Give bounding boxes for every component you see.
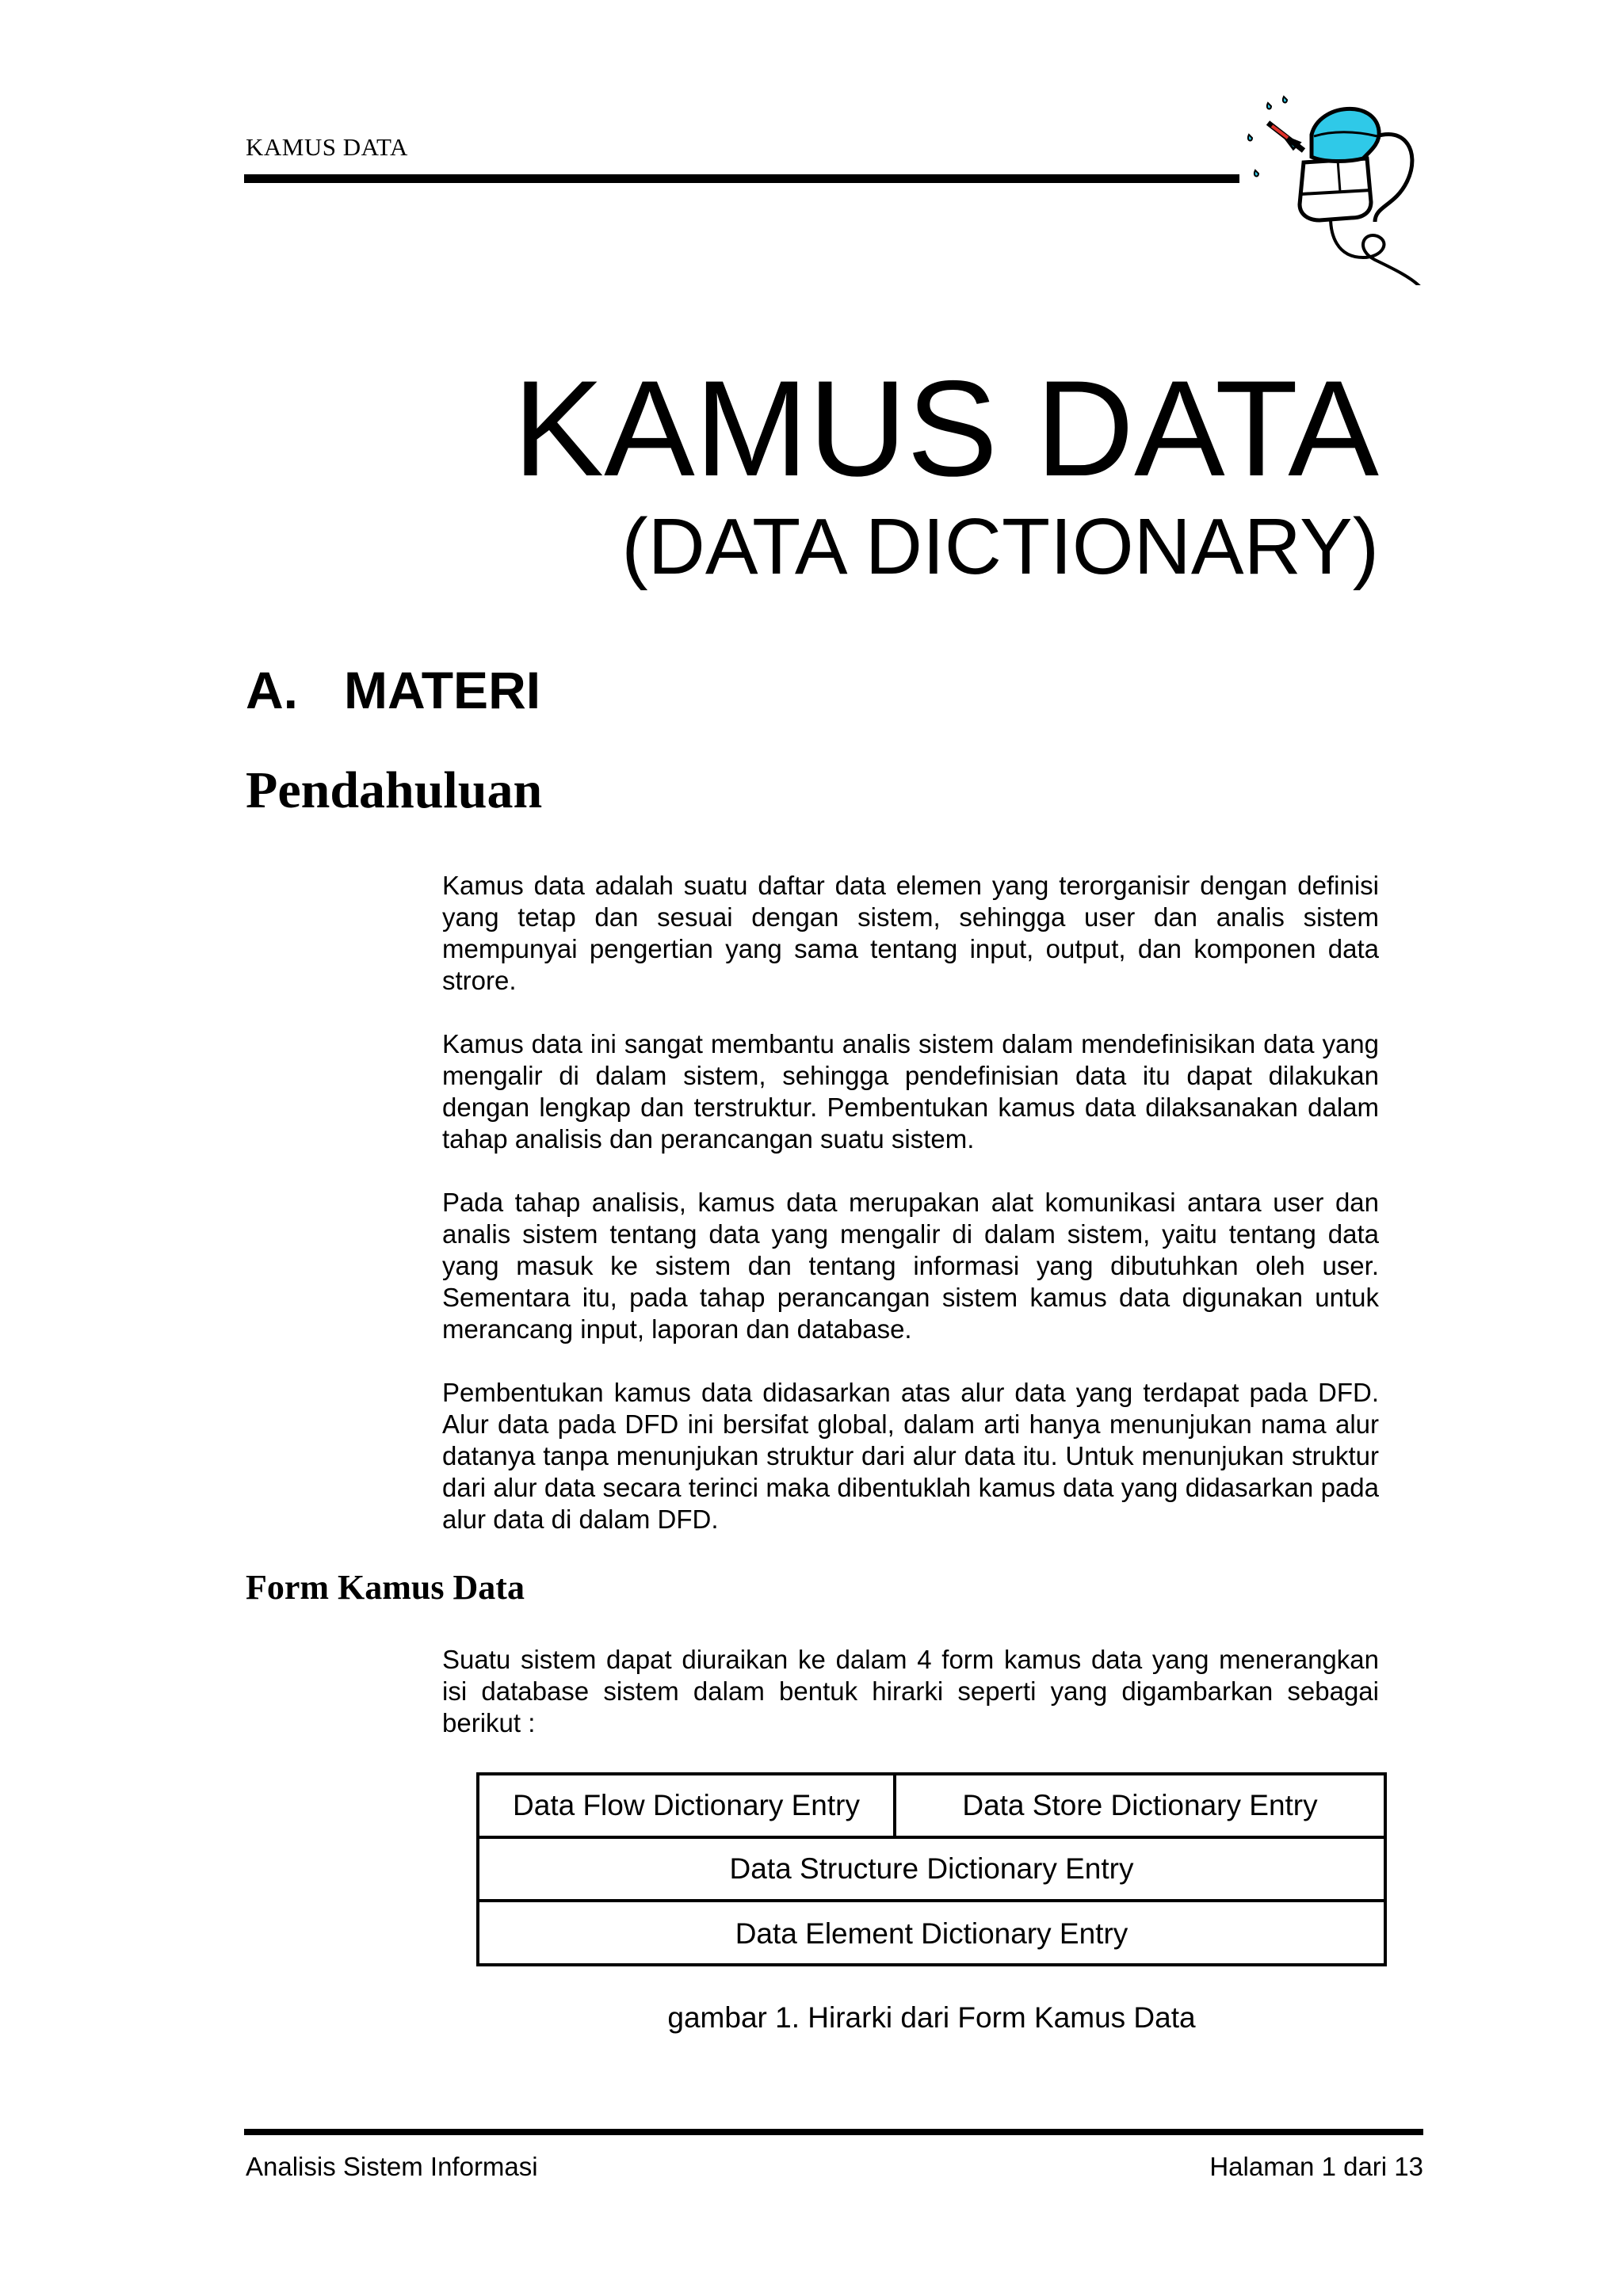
form-paragraph: Suatu sistem dapat diuraikan ke dalam 4 form kamus data yang menerangkan isi database sistem dalam bentuk hirarki seperti yang digambarkan sebagai berikut :: [442, 1645, 1379, 1737]
hierarchy-row-top: [479, 1775, 1384, 1839]
header-label: KAMUS DATA: [246, 133, 408, 161]
intro-paragraph: Pembentukan kamus data didasarkan atas alur data yang terdapat pada DFD. Alur data pada DFD ini bersifat global, dalam arti hanya menunjukan nama alur datanya tanpa menunjukan struktur dari alur data itu. Untuk menunjukan struktur dari alur data secara terinci maka dibentuklah kamus data yang didasarkan pada alur data di dalam DFD.: [442, 1378, 1379, 1534]
page-subtitle: (DATA DICTIONARY): [621, 502, 1379, 591]
intro-heading: Pendahuluan: [246, 761, 543, 819]
footer-page-number: Halaman 1 dari 13: [1209, 2152, 1423, 2181]
header-rule: [244, 174, 1239, 183]
section-number: A.: [246, 661, 298, 719]
intro-body: [442, 870, 1379, 1567]
data-flow-entry-box: Data Flow Dictionary Entry: [479, 1775, 896, 1836]
intro-paragraph: Pada tahap analisis, kamus data merupakan alat komunikasi antara user dan analis sistem tentang data yang mengalir di dalam sistem, yaitu tentang data yang masuk ke sistem dan tentang informasi yang dibutuhkan oleh user. Sementara itu, pada tahap perancangan sistem kamus data digunakan untuk merancang input, laporan dan database.: [442, 1188, 1379, 1344]
section-title: MATERI: [344, 661, 541, 719]
footer-course: Analisis Sistem Informasi: [246, 2152, 538, 2181]
hierarchy-row-middle: [479, 1839, 1384, 1902]
data-structure-entry-box: Data Structure Dictionary Entry: [729, 1852, 1134, 1885]
page-title: KAMUS DATA: [513, 353, 1379, 505]
hierarchy-row-bottom: [479, 1902, 1384, 1965]
computer-mouse-clipart-icon: [1244, 87, 1426, 285]
hierarchy-diagram: [476, 1772, 1387, 1966]
form-body: [442, 1644, 1379, 1771]
footer-rule: [244, 2129, 1423, 2135]
intro-paragraph: Kamus data ini sangat membantu analis sistem dalam mendefinisikan data yang mengalir di dalam sistem, sehingga pendefinisian data itu dapat dilakukan dengan lengkap dan terstruktur. Pembentukan kamus data dilaksanakan dalam tahap analisis dan perancangan suatu sistem.: [442, 1029, 1379, 1154]
section-heading: [246, 661, 541, 719]
data-element-entry-box: Data Element Dictionary Entry: [735, 1917, 1128, 1950]
form-heading: Form Kamus Data: [246, 1568, 525, 1607]
data-store-entry-box: Data Store Dictionary Entry: [962, 1789, 1318, 1821]
figure-caption: gambar 1. Hirarki dari Form Kamus Data: [667, 2001, 1196, 2034]
intro-paragraph: Kamus data adalah suatu daftar data elemen yang terorganisir dengan definisi yang tetap dan sesuai dengan sistem, sehingga user dan analis sistem mempunyai pengertian yang sama tentang input, output, dan komponen data strore.: [442, 871, 1379, 995]
